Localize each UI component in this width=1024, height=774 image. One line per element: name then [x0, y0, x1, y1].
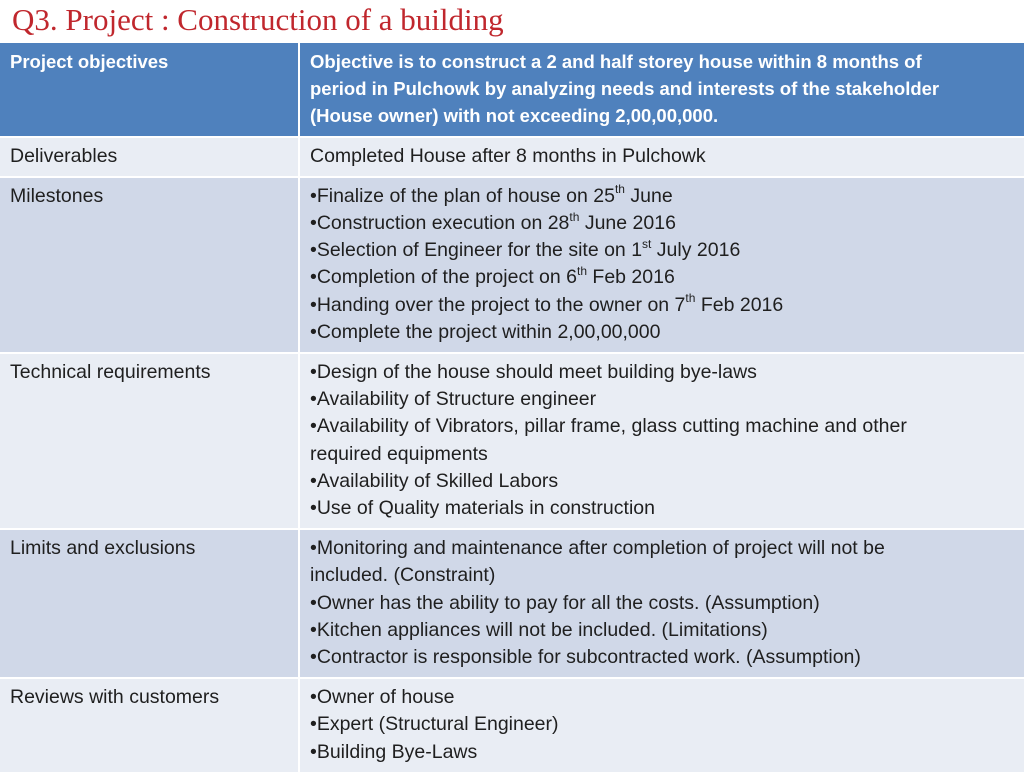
project-scope-table [0, 43, 1024, 774]
item-text: Kitchen appliances will not be included. (Limitations) [316, 618, 768, 641]
list-item [310, 237, 1014, 264]
ordinal-suffix: th [569, 209, 580, 224]
ordinal-suffix: st [642, 236, 652, 251]
bullet-icon: • [310, 239, 317, 262]
list-item [310, 264, 1014, 291]
row-content [299, 137, 1024, 177]
list-item [310, 413, 1014, 440]
item-text: included. (Constraint) [310, 564, 496, 587]
row-label: Reviews with customers [0, 678, 299, 773]
list-item [310, 210, 1014, 237]
item-text: Feb 2016 [587, 266, 675, 289]
item-text: Monitoring and maintenance after completion of project will not be [316, 537, 885, 560]
bullet-icon: • [310, 469, 317, 492]
bullet-icon: • [310, 293, 317, 316]
bullet-icon: • [310, 686, 317, 709]
table-row [0, 678, 1024, 773]
row-label: Technical requirements [0, 353, 299, 529]
list-item [310, 143, 1014, 170]
row-label: Milestones [0, 177, 299, 353]
list-item [310, 644, 1014, 671]
item-text: Expert (Structural Engineer) [316, 713, 559, 736]
table-row [0, 353, 1024, 529]
item-text: Selection of Engineer for the site on 1 [316, 239, 643, 262]
item-text: Building Bye-Laws [316, 740, 478, 763]
list-item [310, 292, 1014, 319]
item-text: Feb 2016 [695, 293, 784, 316]
bullet-icon: • [310, 713, 317, 736]
table-row [0, 43, 1024, 137]
item-text: (House owner) with not exceeding 2,00,00,000. [310, 105, 719, 127]
row-label: Deliverables [0, 137, 299, 177]
list-item [310, 386, 1014, 413]
bullet-icon: • [310, 388, 317, 411]
bullet-icon: • [310, 212, 317, 235]
list-item [310, 319, 1014, 346]
list-item [310, 441, 1014, 468]
row-content [299, 529, 1024, 678]
table-row [0, 177, 1024, 353]
row-content [299, 353, 1024, 529]
item-text: Design of the house should meet building bye-laws [316, 361, 757, 384]
row-content [299, 177, 1024, 353]
item-text: June 2016 [579, 212, 676, 235]
bullet-icon: • [310, 266, 317, 289]
item-text: period in Pulchowk by analyzing needs and interests of the stakeholder [310, 78, 940, 100]
list-item [310, 562, 1014, 589]
ordinal-suffix: th [576, 263, 587, 278]
list-item [310, 535, 1014, 562]
bullet-icon: • [310, 646, 317, 669]
bullet-icon: • [310, 415, 317, 438]
item-text: June [624, 184, 673, 207]
row-label: Limits and exclusions [0, 529, 299, 678]
ordinal-suffix: th [685, 291, 696, 306]
item-text: Availability of Vibrators, pillar frame, glass cutting machine and other [316, 415, 907, 438]
list-item [310, 739, 1014, 766]
item-text: Construction execution on 28 [316, 212, 570, 235]
row-content [299, 678, 1024, 773]
item-text: Completion of the project on 6 [316, 266, 577, 289]
list-item [310, 359, 1014, 386]
bullet-icon: • [310, 591, 317, 614]
bullet-icon: • [310, 740, 317, 763]
list-item [310, 711, 1014, 738]
bullet-icon: • [310, 497, 317, 520]
list-item [310, 617, 1014, 644]
list-item [310, 684, 1014, 711]
bullet-icon: • [310, 320, 317, 343]
list-item [310, 183, 1014, 210]
list-item [310, 495, 1014, 522]
list-item [310, 590, 1014, 617]
list-item [310, 75, 1014, 102]
item-text: Complete the project within 2,00,00,000 [316, 320, 661, 343]
row-content [299, 43, 1024, 137]
item-text: required equipments [310, 442, 488, 465]
table-row [0, 529, 1024, 678]
bullet-icon: • [310, 537, 317, 560]
item-text: Contractor is responsible for subcontracted work. (Assumption) [316, 646, 861, 669]
list-item [310, 48, 1014, 75]
table-row [0, 137, 1024, 177]
item-text: Availability of Structure engineer [316, 388, 597, 411]
item-text: July 2016 [651, 239, 741, 262]
item-text: Owner of house [316, 686, 455, 709]
item-text: Completed House after 8 months in Pulchowk [310, 144, 706, 167]
item-text: Availability of Skilled Labors [316, 469, 559, 492]
list-item [310, 102, 1014, 129]
item-text: Finalize of the plan of house on 25 [316, 184, 615, 207]
item-text: Use of Quality materials in construction [316, 497, 655, 520]
ordinal-suffix: th [614, 182, 625, 197]
bullet-icon: • [310, 618, 317, 641]
bullet-icon: • [310, 184, 317, 207]
list-item [310, 468, 1014, 495]
slide-title: Q3. Project : Construction of a building [12, 2, 504, 37]
item-text: Objective is to construct a 2 and half storey house within 8 months of [310, 51, 922, 72]
bullet-icon: • [310, 361, 317, 384]
item-text: Handing over the project to the owner on 7 [316, 293, 686, 316]
item-text: Owner has the ability to pay for all the costs. (Assumption) [316, 591, 820, 614]
row-label: Project objectives [0, 43, 299, 137]
